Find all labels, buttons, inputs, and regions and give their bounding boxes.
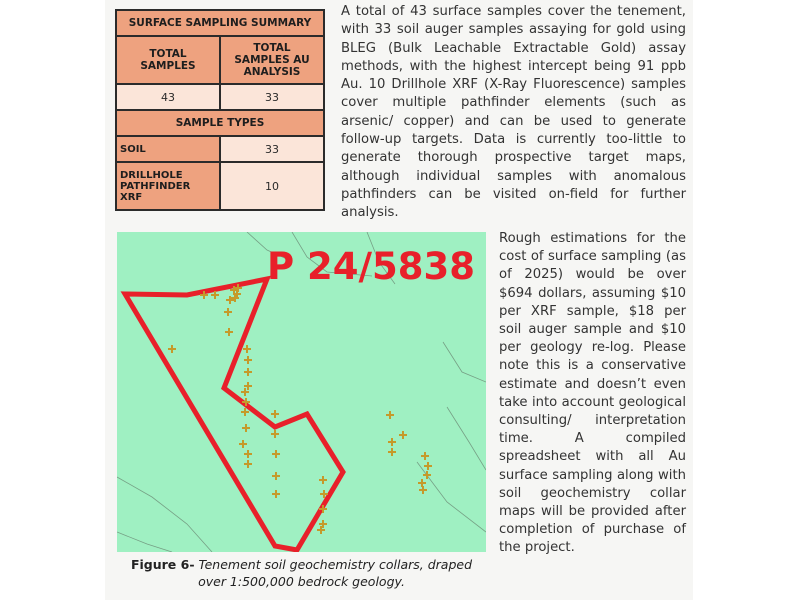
collar-marker bbox=[244, 460, 252, 468]
collar-marker bbox=[421, 452, 429, 460]
figure-caption bbox=[117, 556, 486, 590]
collar-marker bbox=[242, 424, 250, 432]
collar-marker bbox=[388, 438, 396, 446]
collar-marker bbox=[239, 440, 247, 448]
tenement-label: P 24/5838 bbox=[267, 245, 475, 288]
collar-marker bbox=[399, 431, 407, 439]
collar-marker bbox=[244, 356, 252, 364]
sample-types-title: SAMPLE TYPES bbox=[116, 110, 324, 136]
figure-label: Figure 6- bbox=[130, 557, 195, 572]
collar-marker bbox=[272, 450, 280, 458]
collar-marker bbox=[244, 450, 252, 458]
body-paragraph-cost: Rough estimations for the cost of surface sampling (as of 2025) would be over $694 dollars, assuming $10 per XRF sample, $18 per soil auger sample and $10 per geology re-log. Please note this is a conservative estimate and doesn’t even take into account geological consulting/ interpretation time. A compiled spreadsheet with all Au surface sampling along with soil geochemistry collar maps will be provided after completion of purchase of the project. bbox=[499, 231, 686, 556]
geochemistry-map bbox=[117, 232, 486, 552]
caption-text: Tenement soil geochemistry collars, draped over 1:500,000 bedrock geology. bbox=[198, 557, 473, 589]
collar-marker bbox=[272, 472, 280, 480]
collar-marker bbox=[244, 368, 252, 376]
collar-marker bbox=[271, 430, 279, 438]
sampling-summary-table bbox=[115, 9, 325, 211]
total-samples-value: 43 bbox=[116, 84, 220, 110]
collar-marker bbox=[388, 448, 396, 456]
table-row bbox=[116, 136, 324, 162]
collar-marker bbox=[424, 462, 432, 470]
collar-marker bbox=[271, 410, 279, 418]
table-title: SURFACE SAMPLING SUMMARY bbox=[116, 10, 324, 36]
row-value: 33 bbox=[220, 136, 324, 162]
collar-marker bbox=[418, 479, 426, 487]
table-row bbox=[116, 162, 324, 210]
row-value: 10 bbox=[220, 162, 324, 210]
tenement-boundary bbox=[125, 279, 343, 550]
total-samples-header: TOTAL SAMPLES bbox=[116, 36, 220, 84]
collar-marker bbox=[319, 476, 327, 484]
row-label: SOIL bbox=[116, 136, 220, 162]
collar-marker bbox=[225, 328, 233, 336]
collar-marker bbox=[168, 345, 176, 353]
total-au-analysis-header: TOTAL SAMPLES AU ANALYSIS bbox=[220, 36, 324, 84]
collar-marker bbox=[243, 345, 251, 353]
collar-marker bbox=[224, 308, 232, 316]
collar-marker bbox=[272, 490, 280, 498]
body-paragraph-sampling: A total of 43 surface samples cover the tenement, with 33 soil auger samples assaying for gold using BLEG (Bulk Leachable Extractable Gold) assay methods, with the highest intercept being 91 ppb Au. 10 Drillhole XRF (X-Ray Fluorescence) samples cover multiple pathfinder elements (such as arsenic/ copper) and can be used to generate follow-up targets. Data is currently too-little to generate thorough prospective target maps, although individual samples with anomalous pathfinders can be visited on-field for further analysis. bbox=[341, 4, 686, 221]
collar-marker bbox=[419, 486, 427, 494]
collar-marker bbox=[386, 411, 394, 419]
collar-markers bbox=[168, 284, 432, 534]
map-svg bbox=[117, 232, 486, 552]
row-label: DRILLHOLE PATHFINDER XRF bbox=[116, 162, 220, 210]
total-au-analysis-value: 33 bbox=[220, 84, 324, 110]
